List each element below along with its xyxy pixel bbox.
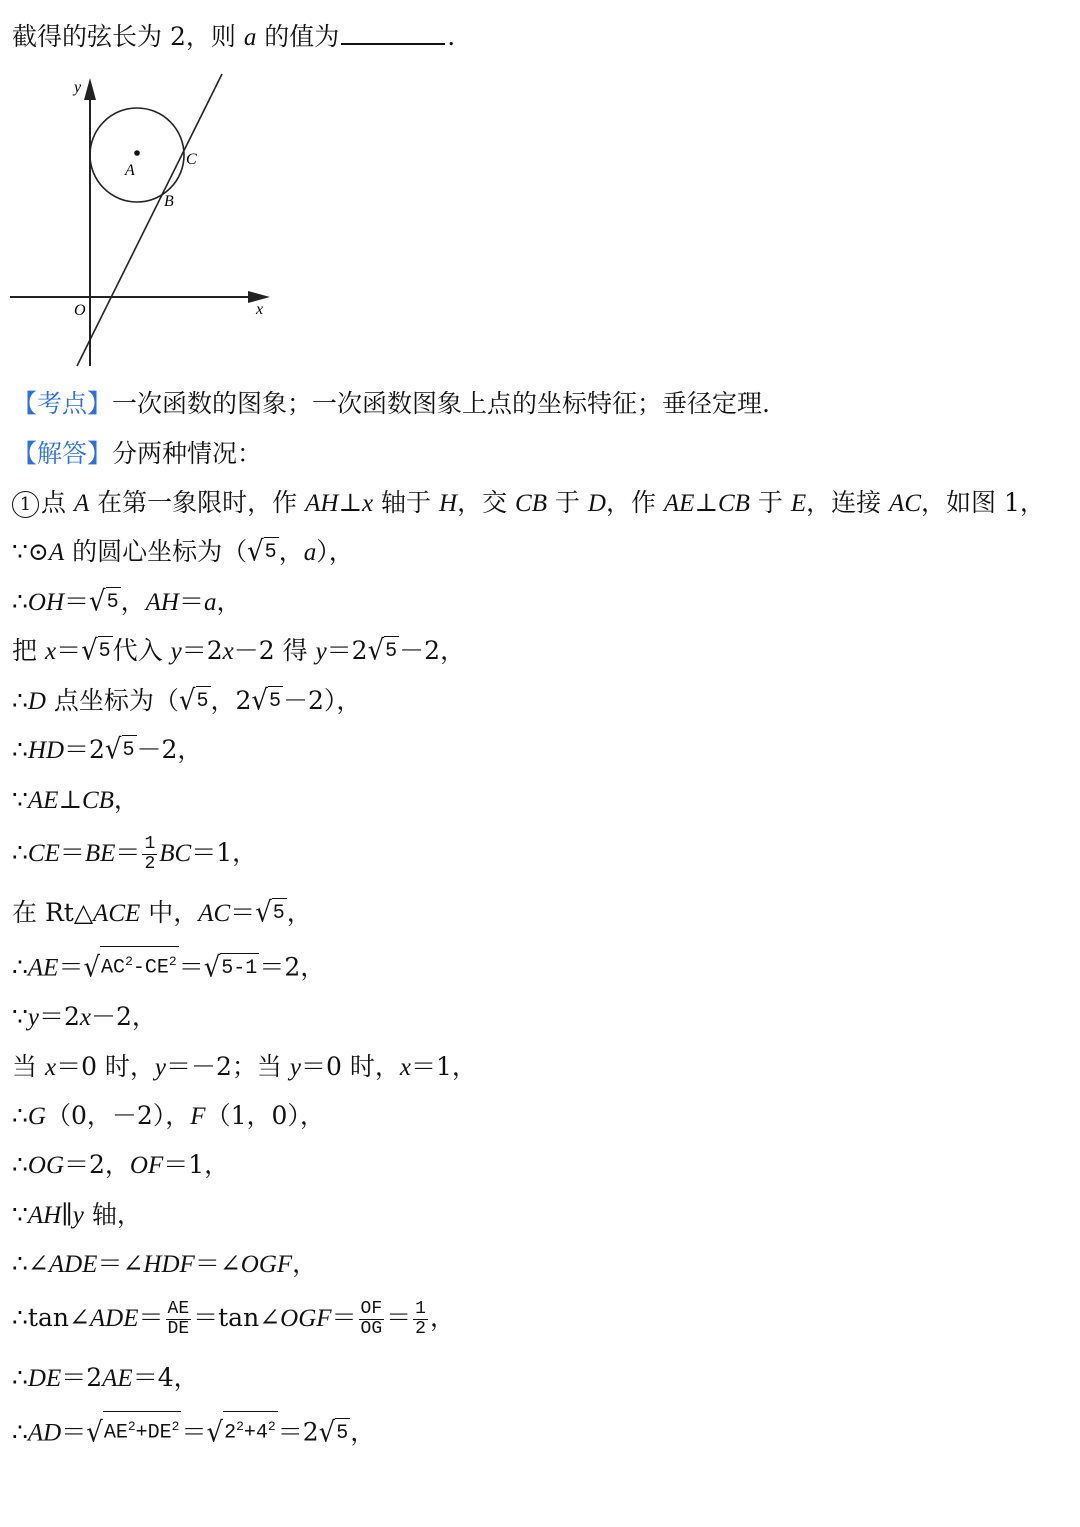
question-tail: 截得的弦长为 2，则 a 的值为 .: [12, 22, 456, 51]
solution-tag: 【解答】: [12, 439, 113, 468]
step-5: ∴D 点坐标为（ √ 5 ，2 √ 5 －2），: [12, 684, 362, 718]
sqrt-expr: √ 5-1: [203, 951, 258, 984]
step-3: ∴OH＝ √ 5 ，AH＝a，: [12, 585, 242, 619]
step-9: 在 Rt△ACE 中，AC＝ √ 5 ，: [12, 896, 312, 930]
fraction-of-og: $\frac{OF}{OG}$: [360, 1299, 383, 1339]
step-16: ∴∠ADE＝∠HDF＝∠OGF，: [12, 1249, 318, 1278]
step-2: ∵⊙A 的圆心坐标为（ √ 5 ，a），: [12, 535, 354, 569]
question-text: 截得的弦长为 2，则: [12, 22, 244, 51]
answer-blank: [341, 21, 445, 45]
sqrt-expr: √ $2^2+4^2$: [207, 1411, 278, 1448]
key-points-tag: 【考点】: [12, 389, 113, 418]
step-8: ∴CE＝BE＝ $\frac{1}{2}$ BC＝1，: [12, 834, 258, 874]
question-text-end: 的值为: [256, 22, 340, 51]
step-15: ∵AH∥y 轴，: [12, 1200, 142, 1229]
label-c: C: [186, 151, 197, 168]
step-1: 1 点 A 在第一象限时，作 AH⊥x 轴于 H，交 CB 于 D，作 AE⊥CB 于 E，连接 AC，如图 1，: [12, 486, 1070, 521]
center-point-a: [134, 150, 140, 156]
fraction-half: $\frac{1}{2}$: [144, 834, 156, 874]
coordinate-figure: [0, 66, 290, 370]
key-points: [12, 387, 1070, 421]
fraction-half: $\frac{1}{2}$: [415, 1299, 426, 1339]
sqrt-expr: √ $AC^2-CE^2$: [83, 946, 178, 983]
label-x: x: [256, 301, 264, 318]
solution-header: [12, 437, 1070, 471]
sqrt-expr: √ 5: [178, 684, 209, 718]
circled-number: 1: [12, 491, 39, 518]
step-17: ∴tan∠ADE＝ $\frac{AE}{DE}$ ＝tan∠OGF＝ $\frac{OF}{OG}$ ＝ $\frac{1}{2}$ ，: [12, 1299, 455, 1339]
step-19: ∴AD＝ √ $AE^2+DE^2$ ＝ √ $2^2+4^2$ ＝2 √ 5 ，: [12, 1411, 1070, 1451]
step-14: ∴OG＝2，OF＝1，: [12, 1150, 230, 1179]
key-points-text: 一次函数的图象；一次函数图象上点的坐标特征；垂径定理.: [112, 389, 770, 418]
y-axis-arrow: [84, 78, 96, 100]
fraction-ae-de: $\frac{AE}{DE}$: [167, 1299, 190, 1339]
sqrt-expr: √ 5: [81, 634, 111, 668]
step-7: ∵AE⊥CB，: [12, 785, 139, 814]
label-a: A: [125, 162, 135, 179]
label-o: O: [74, 302, 86, 319]
step-13: ∴G（0，－2），F（1，0），: [12, 1101, 325, 1130]
variable-a: a: [243, 24, 257, 51]
step-12: 当 x＝0 时，y＝－2；当 y＝0 时，x＝1，: [12, 1052, 477, 1081]
step-11: ∵y＝2x－2，: [12, 1002, 157, 1031]
sqrt-expr: √ 5: [318, 1416, 349, 1449]
step-4: 把 x＝ √ 5 代入 y＝2x－2 得 y＝2 √ 5 －2，: [12, 634, 466, 668]
solution-intro: 分两种情况：: [112, 439, 263, 468]
sqrt-expr: √ 5: [247, 535, 277, 569]
sqrt-expr: √ $AE^2+DE^2$: [86, 1411, 181, 1448]
step-10: ∴AE＝ √ $AC^2-CE^2$ ＝ √ 5-1 ＝2，: [12, 946, 1070, 986]
sqrt-expr: √ 5: [255, 896, 285, 930]
sqrt-expr: √ 5: [104, 733, 135, 767]
label-y: y: [74, 79, 82, 96]
sqrt-expr: √ 5: [367, 634, 398, 668]
sqrt-expr: √ 5: [251, 684, 282, 718]
step-18: ∴DE＝2AE＝4，: [12, 1363, 199, 1392]
step-6: ∴HD＝2 √ 5 －2，: [12, 733, 203, 767]
label-b: B: [164, 193, 174, 210]
line-y-2x-2: [77, 74, 222, 366]
sqrt-expr: √ 5: [89, 585, 119, 619]
